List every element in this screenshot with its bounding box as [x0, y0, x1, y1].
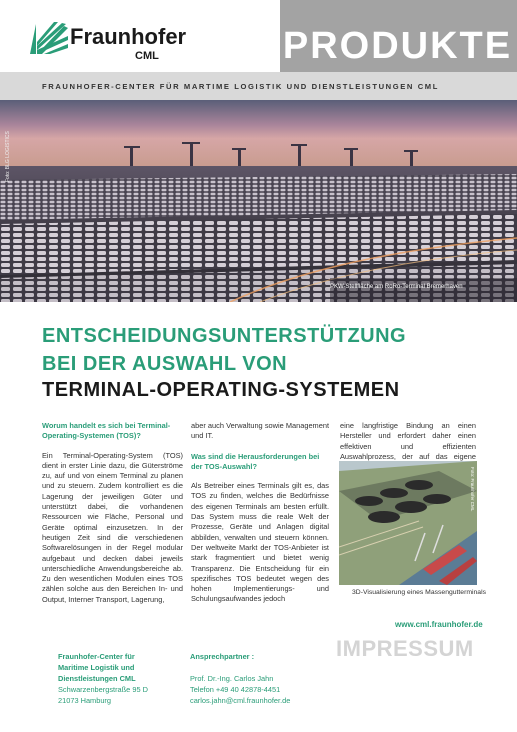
- headline-line-1: ENTSCHEIDUNGSUNTERSTÜTZUNG: [42, 325, 407, 347]
- impressum-contact: [190, 651, 330, 706]
- headline-line-3: TERMINAL-OPERATING-SYSTEMEN: [42, 379, 400, 401]
- section-title: PRODUKTE: [282, 25, 513, 67]
- terminal-visualization: [339, 461, 477, 585]
- website-link[interactable]: www.cml.fraunhofer.de: [395, 620, 483, 629]
- question-heading-1: Worum handelt es sich bei Terminal-Operating-Systemen (TOS)?: [42, 421, 171, 441]
- impressum-address: [58, 651, 188, 706]
- render-credit: Foto: Fraunhofer CML: [470, 467, 475, 512]
- brand-name: Fraunhofer: [70, 24, 187, 49]
- impressum-label: IMPRESSUM: [336, 636, 474, 661]
- org-line-3: Dienstleistungen CML: [58, 674, 136, 683]
- contact-phone: Telefon +49 40 42878-4451: [190, 685, 281, 694]
- org-street: Schwarzenbergstraße 95 D: [58, 685, 148, 694]
- paragraph-2: Als Betreiber eines Terminals gilt es, das TOS zu finden, welches die Bedürfnisse des eigenen Terminals am besten erfüllt. Das System muss die reale Welt der Prozesse, Geräte und Anlagen digital abbilden, verwalten und steuern können. Der weltweite Markt der TOS-Anbieter ist stark fragmentiert und bietet wenig Transparenz. Die Entscheidung für ein spezifisches TOS bedeutet wegen des hohen Implementierungs- und Schulungsaufwandes jedoch: [191, 481, 329, 604]
- org-city: 21073 Hamburg: [58, 696, 112, 705]
- brand-sub: CML: [135, 50, 159, 62]
- paragraph-3: eine langfristige Bindung an einen Hersteller und erfordert daher einen effektiven und effizienten Auswahlprozess, der auf das eigene: [340, 421, 476, 461]
- render-caption: 3D-Visualisierung eines Massengutterminals: [352, 589, 486, 596]
- headline-line-2: BEI DER AUSWAHL VON: [42, 353, 288, 375]
- photo-credit: Foto: BLG LOGISTICS: [5, 131, 11, 182]
- question-heading-2: Was sind die Herausforderungen bei der TOS-Auswahl?: [191, 451, 320, 471]
- org-line-1: Fraunhofer-Center für: [58, 652, 135, 661]
- car-terminal-photo: [0, 100, 517, 302]
- text-column-2: [191, 421, 329, 605]
- header-photo: [0, 100, 517, 302]
- paragraph-1-cont: aber auch Verwaltung sowie Management und IT.: [191, 421, 329, 441]
- photo-caption: PKW-Stellfläche am RoRo-Terminal Bremerhaven: [330, 284, 463, 290]
- header-subtitle: FRAUNHOFER-CENTER FÜR MARTIME LOGISTIK UND DIENSTLEISTUNGEN CML: [42, 82, 439, 91]
- contact-label: Ansprechpartner :: [190, 652, 255, 661]
- fraunhofer-logo-icon: [30, 22, 68, 54]
- org-line-2: Maritime Logistik und: [58, 663, 135, 672]
- terminal-render-image: [339, 461, 477, 585]
- contact-email[interactable]: carlos.jahn@cml.fraunhofer.de: [190, 696, 291, 705]
- contact-name: Prof. Dr.-Ing. Carlos Jahn: [190, 674, 274, 683]
- text-column-1: [42, 421, 183, 605]
- paragraph-1: Ein Terminal-Operating-System (TOS) dient in erster Linie dazu, die Güterströme zu, auf und von einem Terminal zu planen und zu steuern. Zudem kontrolliert es die Lagerung der jeweiligen Güter und unterstützt dabei, die vorhandenen Ressourcen wie Fläche, Personal und Geräte optimal einzusetzen. In der heutigen Zeit sind die verschiedenen Softwarelösungen in der Regel modular aufgebaut und decken dabei jeweils unterschiedliche Anwendungsbereiche ab. Zu den wesentlichen Modulen eines TOS zählen solche aus den Bereichen In- und Output, Interner Transport, Lagerung,: [42, 450, 183, 604]
